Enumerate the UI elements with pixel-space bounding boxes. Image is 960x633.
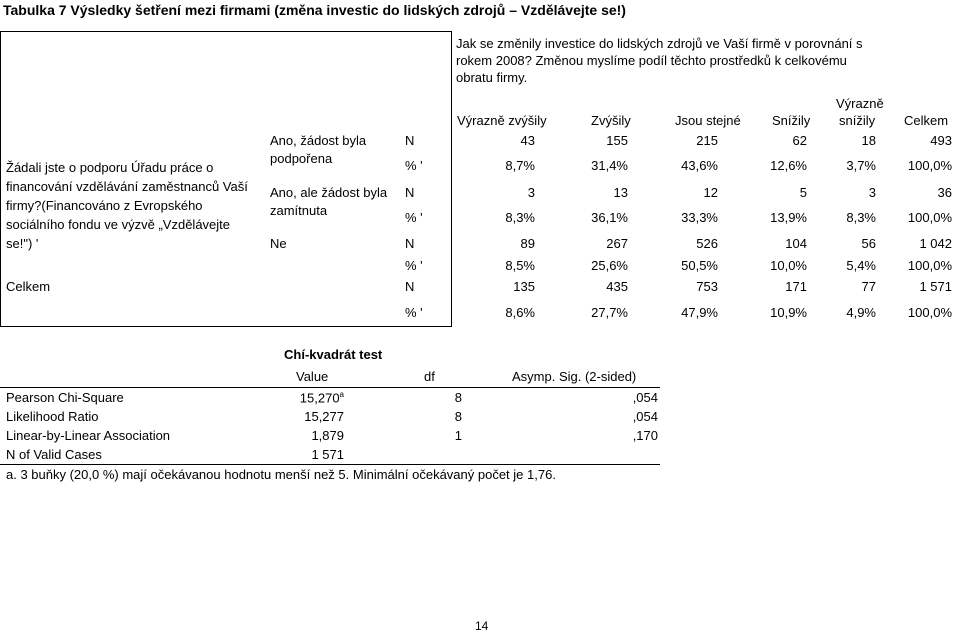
chi-header-value: Value [296,369,329,384]
chi-footnote-marker: a [339,390,344,399]
chi-title: Chí-kvadrát test [284,347,383,362]
crosstab-cell: 3,7% [846,158,876,173]
crosstab-cell: 5,4% [846,258,876,273]
crosstab-cell: 3 [868,185,876,200]
question-line-2: rokem 2008? Změnou myslíme podíl těchto prostředků k celkovému [456,53,847,68]
row-var-line-2: financování vzdělávání zaměstnanců Vaší [6,179,248,194]
crosstab-cell: 13 [613,185,628,200]
crosstab-cell: 33,3% [681,210,718,225]
row-var-line-4: sociálního fondu ve výzvě „Vzdělávejte [6,217,231,232]
col-header-zvysily: Zvýšily [591,113,631,128]
chi-footnote: a. 3 buňky (20,0 %) mají očekávanou hodnotu menší než 5. Minimální očekávaný počet je 1,76. [6,467,556,482]
question-line-1: Jak se změnily investice do lidských zdrojů ve Vaší firmě v porovnání s [456,36,863,51]
crosstab-cell: 43 [520,133,535,148]
crosstab-cell: 4,9% [846,305,876,320]
crosstab-cell: 1 042 [919,236,952,251]
group-ano-podporena-line-2: podpořena [270,151,333,166]
crosstab-cell: 13,9% [770,210,807,225]
group-ano-zamitnuta-line-2: zamítnuta [270,203,328,218]
crosstab-cell: 12 [703,185,718,200]
crosstab-cell: 12,6% [770,158,807,173]
page-number: 14 [475,619,489,633]
crosstab-cell: 267 [606,236,628,251]
crosstab-cell: 62 [792,133,807,148]
col-header-celkem: Celkem [904,113,949,128]
crosstab-cell: 8,3% [846,210,876,225]
crosstab-cell: 100,0% [907,158,952,173]
stat-label-n: N [405,236,415,251]
crosstab-cell: 493 [930,133,952,148]
crosstab-cell: 753 [696,279,718,294]
group-celkem: Celkem [6,279,51,294]
chi-row-df: 8 [454,409,462,424]
crosstab-cell: 8,5% [505,258,535,273]
stat-label-n: N [405,185,415,200]
row-var-line-1: Žádali jste o podporu Úřadu práce o [6,160,214,175]
stat-label-n: N [405,133,415,148]
crosstab-cell: 10,0% [770,258,807,273]
crosstab-cell: 526 [696,236,718,251]
crosstab-cell: 56 [861,236,876,251]
crosstab-cell: 135 [513,279,535,294]
chi-header-sig: Asymp. Sig. (2-sided) [512,369,637,384]
crosstab-cell: 89 [520,236,535,251]
col-header-snizily: Snížily [772,113,811,128]
row-var-line-3: firmy?(Financováno z Evropského [6,198,203,213]
page-title: Tabulka 7 Výsledky šetření mezi firmami (změna investic do lidských zdrojů – Vzdělávejte se!) [3,2,626,18]
group-ano-podporena-line-1: Ano, žádost byla [270,133,367,148]
chi-row-sig: ,170 [632,428,658,443]
crosstab-cell: 171 [785,279,807,294]
crosstab-cell: 3 [527,185,535,200]
crosstab-cell: 77 [861,279,876,294]
crosstab-cell: 36 [937,185,952,200]
crosstab-cell: 25,6% [591,258,628,273]
crosstab-cell: 31,4% [591,158,628,173]
crosstab-cell: 100,0% [907,258,952,273]
row-var-line-5: se!") ' [6,236,39,251]
chi-row-value: 15,270$^a$ [299,390,344,406]
crosstab-cell: 5 [799,185,807,200]
chi-bottom-rule [0,464,660,465]
col-header-snizily-2: snížily [839,113,876,128]
crosstab-cell: 8,3% [505,210,535,225]
stat-label-pct: % ' [405,305,423,320]
chi-row-label: Likelihood Ratio [6,409,99,424]
crosstab-cell: 36,1% [591,210,628,225]
crosstab-cell: 8,7% [505,158,535,173]
col-header-vyrazne: Výrazně [836,96,884,111]
crosstab-cell: 100,0% [907,210,952,225]
col-header-jsou-stejne: Jsou stejné [675,113,741,128]
crosstab-cell: 47,9% [681,305,718,320]
stat-label-pct: % ' [405,158,423,173]
group-ne: Ne [270,236,287,251]
crosstab-cell: 27,7% [591,305,628,320]
chi-row-df: 8 [454,390,462,405]
stat-label-pct: % ' [405,210,423,225]
crosstab-cell: 100,0% [907,305,952,320]
crosstab-cell: 104 [785,236,807,251]
chi-row-value: 1 571 [311,447,344,462]
chi-header-rule [0,387,660,388]
chi-row-sig: ,054 [632,390,658,405]
crosstab-cell: 155 [606,133,628,148]
chi-row-sig: ,054 [632,409,658,424]
group-ano-zamitnuta-line-1: Ano, ale žádost byla [270,185,388,200]
crosstab-cell: 8,6% [505,305,535,320]
crosstab-cell: 435 [606,279,628,294]
chi-row-label: Linear-by-Linear Association [6,428,171,443]
crosstab-cell: 10,9% [770,305,807,320]
question-line-3: obratu firmy. [456,70,528,85]
stat-label-n: N [405,279,415,294]
crosstab-cell: 43,6% [681,158,718,173]
chi-row-df: 1 [454,428,462,443]
crosstab-cell: 1 571 [919,279,952,294]
chi-row-label: N of Valid Cases [6,447,102,462]
col-header-vyrazne-zvysily: Výrazně zvýšily [457,113,547,128]
crosstab-cell: 18 [861,133,876,148]
stat-label-pct: % ' [405,258,423,273]
chi-row-value: 15,277 [304,409,344,424]
chi-header-df: df [424,369,435,384]
chi-row-value: 1,879 [311,428,344,443]
chi-row-label: Pearson Chi-Square [6,390,124,405]
crosstab-cell: 50,5% [681,258,718,273]
crosstab-cell: 215 [696,133,718,148]
